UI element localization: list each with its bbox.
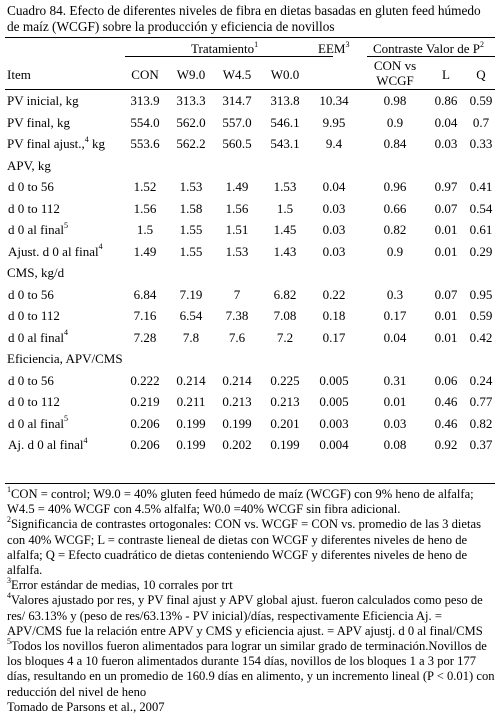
- table-cell: 7: [233, 286, 241, 302]
- contrast-group-underline: [367, 56, 495, 57]
- table-cell: 0.03: [322, 243, 346, 259]
- col-header-con-vs-wcgf-line1: CON vs: [373, 58, 417, 73]
- footnote: $^3$Error estándar de medias, 10 corrales por trt: [7, 576, 233, 593]
- footnote: $^1$CON = control; W9.0 = 40% gluten feed húmedo de maíz (WCGF) con 9% heno de alfalfa; W4.5 = 40% WCGF con 4.5% alfalfa; W0.0 =40% WCGF sin fibra adicional.: [7, 484, 474, 517]
- row-label: PV final ajust.,$^4$ kg: [7, 134, 106, 151]
- table-cell: 10.34: [319, 93, 349, 108]
- table-cell: 1.53: [273, 179, 297, 194]
- table-cell: 0.225: [270, 372, 300, 388]
- table-cell: 0.66: [383, 200, 407, 216]
- table-cell: 0.77: [469, 394, 493, 409]
- table-cell: 0.04: [383, 329, 407, 345]
- table-cell: 0.84: [383, 136, 407, 151]
- footnote: $^5$Todos los novillos fueron alimentados para lograr un similar grado de terminación.Novillos de los bloques 4 a 10 fueron alimentados durante 154 días, novillos de los bloques 1 a 3 por 177 días, resultando en un promedio de 160.9 días en alimento, y un incremento lineal (P < 0.01) con reducción del nivel de heno: [7, 636, 495, 699]
- col-header-con: CON: [131, 67, 159, 82]
- table-cell: 6.54: [179, 308, 203, 323]
- table-cell: 1.5: [136, 222, 154, 237]
- table-cell: 0.01: [434, 243, 458, 259]
- table-cell: 0.03: [322, 200, 346, 216]
- footnote: Tomado de Parsons et al., 2007: [7, 699, 165, 714]
- table-cell: 7.2: [276, 329, 294, 345]
- table-cell: 562.0: [176, 114, 206, 130]
- col-header-con-vs-wcgf-line2: WCGF: [376, 73, 414, 88]
- table-cell: 0.206: [130, 415, 160, 431]
- table-cell: 0.42: [469, 329, 493, 345]
- row-label: d 0 al final$^5$: [8, 414, 68, 431]
- table-cell: 1.53: [225, 243, 249, 259]
- table-cell: 0.01: [383, 394, 407, 409]
- col-header-w00: W0.0: [270, 67, 300, 82]
- row-label: PV inicial, kg: [7, 93, 79, 108]
- table-cell: 0.59: [469, 308, 493, 323]
- row-label: d 0 to 112: [8, 308, 60, 323]
- table-cell: 7.16: [133, 308, 157, 323]
- col-header-w90: W9.0: [176, 67, 206, 82]
- table-cell: 0.98: [383, 93, 407, 108]
- table-cell: 0.03: [383, 415, 407, 431]
- table-cell: 546.1: [270, 114, 300, 130]
- table-cell: 1.58: [179, 200, 203, 216]
- table-cell: 553.6: [130, 136, 160, 151]
- table-cell: 0.18: [322, 308, 346, 323]
- table-cell: 0.08: [383, 437, 407, 452]
- table-cell: 313.9: [130, 93, 160, 108]
- header-bottom-rule: [5, 89, 495, 90]
- table-cell: 0.59: [469, 93, 493, 108]
- table-cell: 0.003: [319, 415, 349, 431]
- table-cell: 0.82: [383, 222, 407, 237]
- row-label: d 0 to 56: [8, 372, 54, 388]
- table-cell: 0.005: [319, 394, 349, 409]
- table-cell: 7.08: [273, 308, 297, 323]
- row-label: CMS, kg/d: [7, 265, 65, 280]
- table-cell: 557.0: [222, 114, 252, 130]
- table-row: [0, 201, 500, 217]
- table-cell: 562.2: [176, 136, 206, 151]
- row-label: d 0 to 112: [8, 394, 60, 409]
- row-label: PV final, kg: [7, 114, 70, 130]
- table-row: [0, 394, 500, 410]
- table-cell: 7.38: [225, 308, 249, 323]
- table-cell: 0.199: [176, 415, 206, 431]
- row-label: Eficiencia, APV/CMS: [7, 351, 123, 366]
- table-cell: 0.82: [469, 415, 493, 431]
- table-cell: 0.04: [434, 114, 458, 130]
- table-cell: 0.01: [434, 308, 458, 323]
- table-cell: 1.52: [133, 179, 157, 194]
- table-cell: 0.17: [383, 308, 407, 323]
- table-cell: 6.82: [273, 286, 297, 302]
- table-cell: 0.222: [130, 372, 160, 388]
- table-cell: 314.7: [222, 93, 252, 108]
- table-row: [0, 265, 500, 281]
- table-row: [0, 244, 500, 260]
- table-cell: 0.9: [386, 243, 404, 259]
- table-cell: 0.96: [383, 179, 407, 194]
- table-cell: 0.213: [222, 394, 252, 409]
- col-header-l: L: [442, 67, 450, 82]
- table-cell: 0.31: [383, 372, 407, 388]
- col-header-q: Q: [476, 67, 486, 82]
- table-cell: 0.95: [469, 286, 493, 302]
- table-cell: 0.92: [434, 437, 458, 452]
- table-cell: 1.45: [273, 222, 297, 237]
- table-cell: 313.3: [176, 93, 206, 108]
- table-cell: 1.56: [225, 200, 249, 216]
- table-row: [0, 330, 500, 346]
- footnotes: [7, 484, 495, 715]
- table-row: [0, 115, 500, 131]
- table-cell: 0.04: [322, 179, 346, 194]
- row-label: d 0 al final$^5$: [8, 220, 68, 237]
- table-row: [0, 93, 500, 109]
- table-cell: 0.199: [270, 437, 300, 452]
- table-cell: 9.95: [322, 114, 346, 130]
- table-cell: 1.49: [133, 243, 157, 259]
- eem-header: EEM$^3$: [318, 39, 350, 56]
- table-cell: 0.03: [434, 136, 458, 151]
- row-label: Aj. d 0 al final$^4$: [8, 435, 88, 452]
- table-cell: 1.5: [276, 200, 294, 216]
- table-cell: 1.53: [179, 179, 203, 194]
- table-cell: 0.3: [386, 286, 404, 302]
- table-row: [0, 437, 500, 453]
- table-cell: 0.24: [469, 372, 493, 388]
- row-label: d 0 to 56: [8, 286, 54, 302]
- footnote: $^4$Valores ajustado por res, y PV final ajust y APV global ajust. fueron calculados como peso de res/ 63.13% y (peso de res/63.13% - PV inicial)/días, respectivamente Eficiencia Aj. = APV/CMS fue la relación entre APV y CMS y eficiencia ajust. = APV ajustj. d 0 al final/CMS: [7, 591, 483, 638]
- table-cell: 0.7: [472, 114, 490, 130]
- table-row: [0, 222, 500, 238]
- table-bottom-rule: [5, 483, 495, 484]
- row-label: d 0 to 112: [8, 200, 60, 216]
- table-cell: 7.6: [228, 329, 246, 345]
- table-cell: 0.199: [176, 437, 206, 452]
- top-rule: [5, 37, 495, 38]
- table-cell: 7.8: [182, 329, 200, 345]
- table-row: [0, 416, 500, 432]
- table-cell: 0.004: [319, 437, 349, 452]
- treatment-group-underline: [125, 56, 333, 57]
- table-cell: 0.33: [469, 136, 493, 151]
- table-cell: 1.43: [273, 243, 297, 259]
- table-cell: 7.28: [133, 329, 157, 345]
- col-header-w45: W4.5: [222, 67, 252, 82]
- table-cell: 0.61: [469, 222, 493, 237]
- table-cell: 0.219: [130, 394, 160, 409]
- table-cell: 1.55: [179, 243, 203, 259]
- table-row: [0, 158, 500, 174]
- table-cell: 0.213: [270, 394, 300, 409]
- item-header: Item: [7, 67, 31, 82]
- row-label: Ajust. d 0 al final$^4$: [8, 242, 103, 259]
- table-cell: 0.214: [176, 372, 206, 388]
- table-cell: 0.17: [322, 329, 346, 345]
- table-cell: 0.37: [469, 437, 493, 452]
- table-cell: 0.202: [222, 437, 252, 452]
- footnote: $^2$Significancia de contrastes ortogonales: CON vs. WCGF = CON vs. promedio de las 3 dietas con 40% WCGF; L = contraste lieneal de dietas con WCGF y diferentes niveles de heno de alfalfa; Q = Efecto cuadrático de dietas conteniendo WCGF y diferentes niveles de heno de alfalfa.: [7, 515, 481, 578]
- table-cell: 1.56: [133, 200, 157, 216]
- table-cell: 0.41: [469, 179, 493, 194]
- table-cell: 0.9: [386, 114, 404, 130]
- table-cell: 0.199: [222, 415, 252, 431]
- table-cell: 0.22: [322, 286, 346, 302]
- table-cell: 0.86: [434, 93, 458, 108]
- table-cell: 543.1: [270, 136, 300, 151]
- table-cell: 1.51: [225, 222, 249, 237]
- table-row: [0, 179, 500, 195]
- table-cell: 554.0: [130, 114, 160, 130]
- table-cell: 0.211: [176, 394, 206, 409]
- table-cell: 0.03: [322, 222, 346, 237]
- table-cell: 0.201: [270, 415, 300, 431]
- row-label: d 0 to 56: [8, 179, 54, 194]
- table-cell: 0.06: [434, 372, 458, 388]
- treatment-group-header: Tratamiento$^1$: [191, 39, 259, 56]
- row-label: d 0 al final$^4$: [8, 328, 68, 345]
- table-cell: 0.07: [434, 200, 458, 216]
- table-cell: 0.01: [434, 222, 458, 237]
- table-row: [0, 308, 500, 324]
- table-cell: 0.206: [130, 437, 160, 452]
- table-cell: 9.4: [325, 136, 343, 151]
- table-row: [0, 351, 500, 367]
- table-cell: 0.005: [319, 372, 349, 388]
- table-cell: 0.54: [469, 200, 493, 216]
- table-cell: 6.84: [133, 286, 157, 302]
- table-cell: 0.46: [434, 394, 458, 409]
- table-cell: 1.55: [179, 222, 203, 237]
- table-cell: 0.97: [434, 179, 458, 194]
- table-cell: 0.29: [469, 243, 493, 259]
- table-cell: 7.19: [179, 286, 203, 302]
- table-caption: Cuadro 84. Efecto de diferentes niveles de fibra en dietas basadas en gluten feed húmedo de maíz (WCGF) sobre la producción y eficiencia de novillos: [7, 3, 481, 34]
- contrast-group-header: Contraste Valor de $P^2$: [373, 39, 484, 56]
- table-row: [0, 287, 500, 303]
- table-cell: 0.214: [222, 372, 252, 388]
- table-cell: 0.07: [434, 286, 458, 302]
- table-cell: 560.5: [222, 136, 252, 151]
- row-label: APV, kg: [7, 157, 51, 173]
- table-cell: 0.01: [434, 329, 458, 345]
- table-cell: 1.49: [225, 179, 249, 194]
- table-cell: 0.46: [434, 415, 458, 431]
- table-row: [0, 373, 500, 389]
- table-row: [0, 136, 500, 152]
- table-cell: 313.8: [270, 93, 300, 108]
